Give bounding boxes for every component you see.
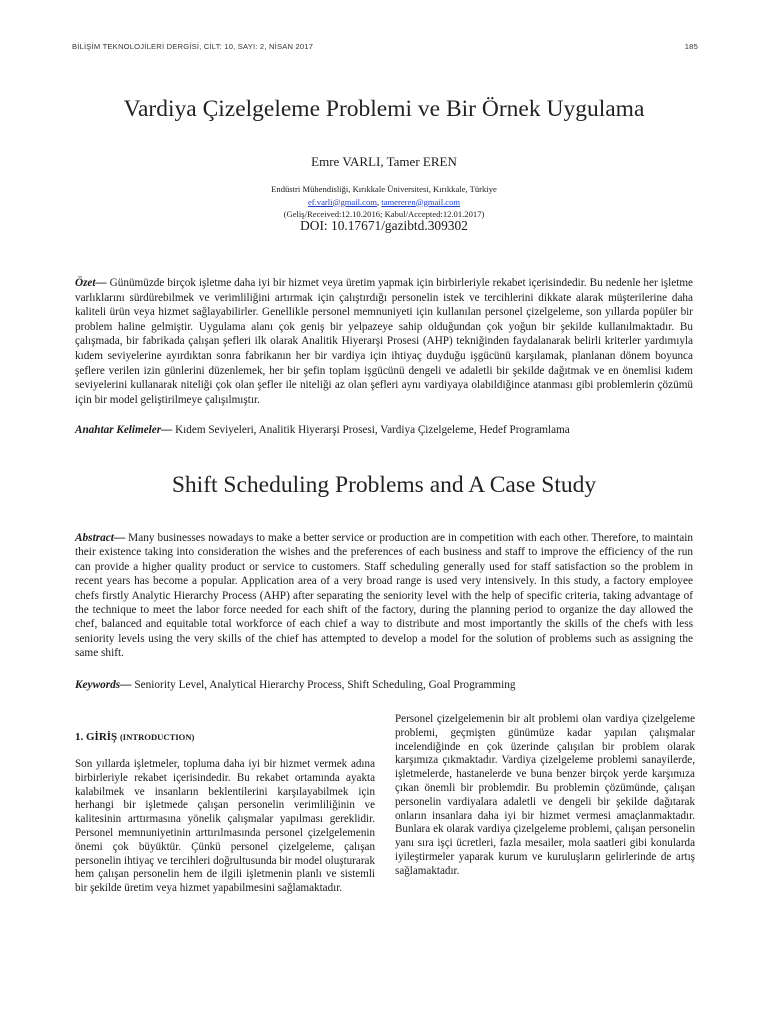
- ozet-abstract: [75, 276, 693, 407]
- keywords-text: Seniority Level, Analytical Hierarchy Process, Shift Scheduling, Goal Programming: [131, 679, 516, 691]
- journal-info: BİLİŞİM TEKNOLOJİLERİ DERGİSİ, CİLT: 10, SAYI: 2, NİSAN 2017: [72, 42, 314, 51]
- anahtar-label: Anahtar Kelimeler—: [75, 424, 173, 436]
- email-link-1[interactable]: ef.varli@gmail.com: [307, 196, 377, 207]
- email-link-2[interactable]: tamereren@gmail.com: [381, 196, 461, 207]
- ozet-text: Günümüzde birçok işletme daha iyi bir hizmet veya üretim yapmak için birbirleriyle rekabet içerisindedir. Bu nedenle her işletme varlıklarını sürdürebilmek ve verimliliğini artırmak için çalıştırdığı personelin istek ve tercihlerini dikkate alarak müşterilerine daha kaliteli ürün veya hizmet sağlayabilirler. Genellikle personel memnuniyeti için kullanılan personel çizelgeleme, son yıllarda popüler bir problem haline gelmiştir. Uygulama alanı çok geniş bir yelpazeye sahip olduğundan çok yoğun bir şekilde kullanılmaktadır. Bu çalışmada, bir fabrikada çalışan şefleri ilk olarak Analitik Hiyerarşi Prosesi (AHP) tekniğinden faydalanarak belirli kriterler yardımıyla kıdem seviyelerine ayırdıktan sonra fabrikanın her bir vardiya için ihtiyaç duyduğu işgücünü karşılamak, planlanan dönem boyunca şeflere verilen izin günlerini düzenlemek, her bir şefin toplam işgücünü dengeli ve adaletli bir şekilde dağıtmak ve en önemlisi kıdem seviyelerini kullanarak niteliği çok olan şefler ile niteliği az olan şefleri aynı vardiyaya olabildiğince atanması gibi problemlerin çözümü için bir model geliştirilmeye çalışılmıştır.: [75, 277, 693, 406]
- email-separator: ,: [376, 196, 382, 207]
- received-accepted-dates: (Geliş/Received:12.10.2016; Kabul/Accepted:12.01.2017): [283, 209, 485, 219]
- anahtar-text: Kıdem Seviyeleri, Analitik Hiyerarşi Prosesi, Vardiya Çizelgeleme, Hedef Programlama: [172, 424, 570, 436]
- paper-title-turkish: Vardiya Çizelgeleme Problemi ve Bir Örnek Uygulama: [123, 96, 645, 122]
- keywords-label: Keywords—: [75, 679, 132, 691]
- emails: [0, 196, 768, 209]
- english-keywords: [75, 679, 693, 691]
- paper-title-english: Shift Scheduling Problems and A Case Study: [171, 472, 597, 498]
- section-heading: [75, 731, 194, 743]
- section-subtitle: (INTRODUCTION): [119, 732, 195, 742]
- english-abstract: [75, 531, 693, 661]
- doi: DOI: 10.17671/gazibtd.309302: [300, 218, 468, 233]
- abstract-label: Abstract—: [75, 532, 126, 544]
- section-title: 1. GİRİŞ: [75, 731, 118, 743]
- abstract-text: Many businesses nowadays to make a better service or production are in competition with each other. Therefore, to maintain their existence taking into consideration the wishes and the preferences of each business and staff to improve the efficiency of the run can provide a higher quality product or service to customers. Staff scheduling generally used for staff satisfaction so the problem in recent years has become a popular. Application area of a very broad range is used very intensively. In this study, a factory employee chefs firstly Analytic Hierarchy Process (AHP) after separating the seniority level with the help of specific criteria, taking advantage of the technique to meet the labor force needed for each shift of the factory, during the planning period to organize the day allowed the chef, balanced and equitable total workforce of each chief a way to distribute and most importantly the skills of the chefs with less seniority levels using the very skills of the chief has attempted to develop a model for the solution of problems such as assigning the same shift.: [75, 532, 693, 660]
- body-column-right: Personel çizelgelemenin bir alt problemi olan vardiya çizelgeleme problemi, geçmişten günümüze kadar yapılan çalışmalar incelendiğinde en çok üzerinde çalışılan bir problem olarak karşımıza çıkmaktadır. Vardiya çizelgeleme problemi sanayilerde, işletmelerde, hastanelerde ve buna benzer birçok yerde karşımıza çıkan önemli bir problemdir. Bu problemin çözümünde, çalışan personelin vardiyalara adaletli ve dengeli bir şekilde dağıtarak onların insanlara daha iyi bir hizmet vermesi amaçlanmaktadır. Bunlara ek olarak vardiya çizelgeleme problemi, çalışan personelin yanı sıra işçi ücretleri, fazla mesailer, mola saatleri gibi konularda iyileştirmeler yaparak kurum ve kuruluşların gelirlerinde de artış sağlamaktadır.: [395, 713, 695, 877]
- authors: Emre VARLI, Tamer EREN: [311, 154, 457, 169]
- ozet-label: Özet—: [75, 277, 107, 289]
- body-column-left: Son yıllarda işletmeler, topluma daha iyi bir hizmet vermek adına birbirleriyle rekabet içerisindedir. Bu rekabet ortamında ayakta kalabilmek ve insanların beklentilerini karşılayabilmek için herhangi bir işletmede çalışan personelin verimliliğinin ve kalitesinin arttırmasına yönelik çalışmalar yapılması gereklidir. Personel memnuniyetinin arttırılmasında personel çizelgelemenin önemi çok büyüktür. Çünkü personel çizelgeleme, çalışan personelin ihtiyaç ve tercihleri doğrultusunda bir model oluşturarak hem çalışan personelin hem de ilgili işletmenin planlı ve sistemli bir şekilde üretim veya hizmet yapabilmesini sağlamaktadır.: [75, 758, 375, 895]
- anahtar-kelimeler: [75, 424, 693, 436]
- running-header: [72, 42, 698, 51]
- affiliation-block: [0, 183, 768, 221]
- affiliation: Endüstri Mühendisliği, Kırıkkale Üniversitesi, Kırıkkale, Türkiye: [271, 184, 497, 194]
- page-number: 185: [684, 42, 698, 51]
